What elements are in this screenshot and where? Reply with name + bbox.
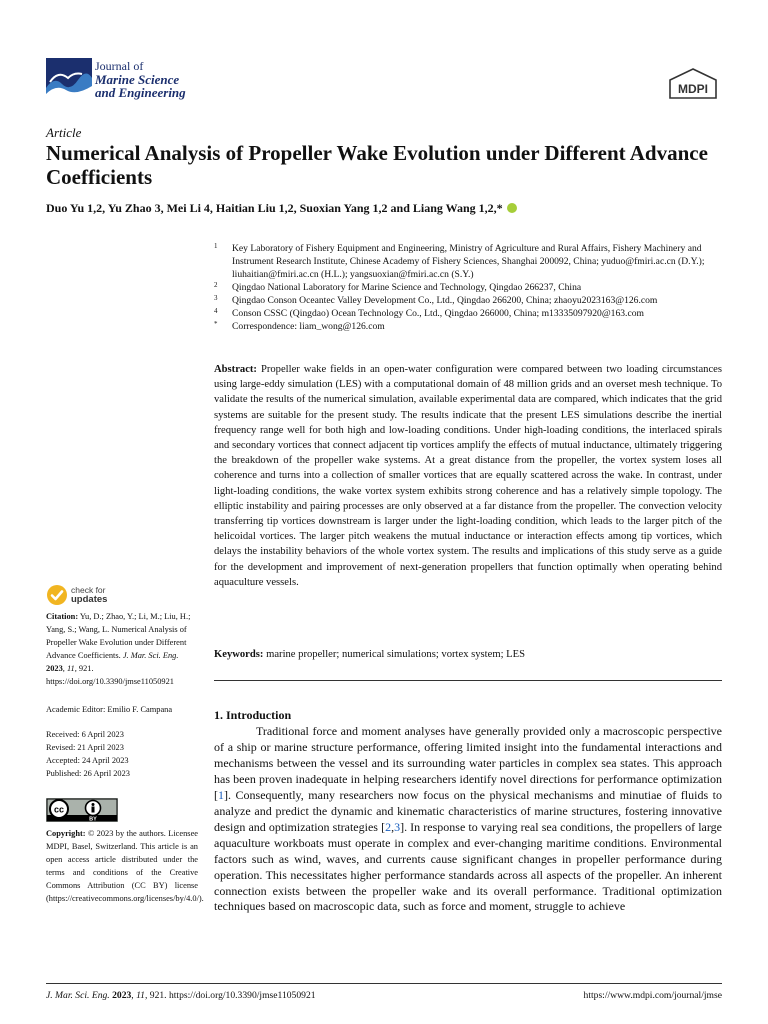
journal-name-line2: Marine Science [95, 72, 180, 87]
article-type: Article [46, 125, 82, 140]
mdpi-logo-icon [666, 68, 720, 102]
cc-by-label: BY [89, 816, 97, 822]
mdpi-logo-text: MDPI [678, 82, 708, 96]
cc-by-license-icon[interactable] [46, 798, 118, 822]
citation-doi-link[interactable]: https://doi.org/10.3390/jmse11050921 [46, 676, 174, 686]
affiliation-item [214, 242, 722, 281]
keywords [214, 647, 722, 662]
footer-volume: 11, [136, 990, 148, 1001]
svg-text:cc: cc [53, 804, 65, 815]
date-accepted: Accepted: 24 April 2023 [46, 755, 129, 765]
affiliation-text: Qingdao National Laboratory for Marine Science and Technology, Qingdao 266237, China [232, 282, 582, 293]
affiliation-text: Correspondence: liam_wong@126.com [232, 321, 385, 332]
footer-journal-url[interactable]: https://www.mdpi.com/journal/jmse [583, 990, 722, 1001]
publication-dates [46, 729, 198, 781]
authors-text: Duo Yu 1,2, Yu Zhao 3, Mei Li 4, Haitian Liu 1,2, Suoxian Yang 1,2 and Liang Wang 1,2,* [46, 201, 503, 215]
citation-year: 2023 [46, 663, 63, 673]
date-revised: Revised: 21 April 2023 [46, 742, 124, 752]
affiliation-number: 1 [214, 242, 218, 250]
citation-block: Citation: Yu, D.; Zhao, Y.; Li, M.; Liu, H.; Yang, S.; Wang, L. Numerical Analysis of Propeller Wake Evolution under Different Advance Coefficients. J. Mar. Sci. Eng. 2023, 11, 921. https://doi.org/10.3390/jmse11050921 [46, 612, 191, 686]
check-label-line1: check for [71, 585, 106, 595]
copyright-block [46, 828, 204, 905]
citation-pages: 921. [78, 663, 94, 673]
affiliation-number: 4 [214, 307, 218, 315]
citation-text: Yu, D.; Zhao, Y.; Li, M.; Liu, H.; Yang, S.; Wang, L. Numerical Analysis of Propeller Wake Evolution under Different Advance Coefficients. [46, 612, 191, 660]
date-published: Published: 26 April 2023 [46, 768, 130, 778]
affiliation-text: Key Laboratory of Fishery Equipment and Engineering, Ministry of Agriculture and Rural Affairs, Fishery Machinery and Instrument Research Institute, Chinese Academy of Fishery Sciences, Shanghai 200092, China; yuduo@fmiri.ac.cn (D.Y.); liuhaitian@fmiri.ac.cn (H.L.); yangsuoxian@fmiri.ac.cn (S.Y.) [232, 243, 705, 280]
affiliation-number: 2 [214, 281, 218, 289]
citation-journal: J. Mar. Sci. Eng. [122, 650, 179, 660]
affiliation-number: * [214, 320, 218, 328]
affiliation-item [214, 320, 722, 333]
affiliation-item [214, 294, 722, 307]
keywords-label: Keywords: [214, 649, 264, 660]
affiliation-number: 3 [214, 294, 218, 302]
footer-journal: J. Mar. Sci. Eng. [46, 990, 110, 1001]
journal-name-line1: Journal of [95, 59, 144, 73]
footer-doi[interactable]: 921. https://doi.org/10.3390/jmse11050921 [149, 990, 316, 1001]
journal-logo-icon [46, 58, 92, 100]
citation-label: Citation: [46, 612, 79, 621]
keywords-text: marine propeller; numerical simulations; vortex system; LES [266, 649, 525, 660]
intro-text-2: ]. Consequently, many researchers now focus on the physical mechanisms and minutiae of fluids to analyze and predict the dynamic and kinematic characteristics of marine structures, fostering innovative design and optimization strategies [ [214, 787, 722, 834]
date-received: Received: 6 April 2023 [46, 730, 124, 739]
reference-separator: , [391, 819, 395, 834]
copyright-label: Copyright: [46, 829, 86, 838]
abstract [214, 362, 722, 590]
affiliation-text: Conson CSSC (Qingdao) Ocean Technology Co., Ltd., Qingdao 266000, China; m13335097920@163.com [232, 308, 644, 319]
section-divider [214, 680, 722, 681]
affiliations [214, 242, 722, 333]
footer-divider [46, 983, 722, 984]
affiliation-item [214, 307, 722, 320]
footer-citation: J. Mar. Sci. Eng. 2023, 11, 921. https://doi.org/10.3390/jmse11050921 [46, 990, 316, 1001]
abstract-text: Propeller wake fields in an open-water configuration were compared between two loading circumstances using large-eddy simulation (LES) with a computational domain of 48 million grids and an overset mesh technique. To validate the results of the numerical simulation, available experimental data are compared, which indicates that the grid systems are suitable for the present study. The results indicate that the present LES simulations describe the inertial frequency range well for both high and low-loading conditions. Under high-loading conditions, the interlaced spirals and secondary vortices that connect adjacent tip vortices amplify the effects of mutual inductance, ultimately triggering the breakdown of the propeller wake systems. At a great distance from the propeller, the vortex system loses all coherence and turns into a collection of smaller vortices that are equally scattered across the wake. In contrast, under light-loading conditions, the wake vortex system exhibits strong coherence and has a relatively simple topology. The elliptic instability and pairing processes are only observed at a far distance from the propeller. The convection velocity transferring tip vortices downstream is larger under the light-loading condition, which leads to the larger pitch of the helicoidal vortices. The larger pitch weakens the mutual inductance or interaction effects among tip vortices, which delays the instability behaviors of the whole vortex system. The results and implications of this study serve as a guide for the development and improvement of next-generation propellers that function optimally when operating behind aquaculture vessels. [214, 364, 722, 588]
affiliation-item [214, 281, 722, 294]
affiliation-text: Qingdao Conson Oceantec Valley Development Co., Ltd., Qingdao 266200, China; zhaoyu2023163@126.com [232, 295, 658, 306]
reference-link-1[interactable]: 1 [218, 787, 224, 802]
journal-name-line3: and Engineering [95, 85, 186, 100]
section-heading-introduction: 1. Introduction [214, 708, 292, 722]
author-list [46, 201, 726, 216]
academic-editor: Academic Editor: Emilio F. Campana [46, 705, 173, 714]
journal-name [95, 60, 186, 99]
intro-text-3: ]. In response to varying real sea conditions, the propellers of large aquaculture workboats must operate in complex and ever-changing maritime conditions. Environmental factors such as wind, waves, and currents cause significant changes in propeller performance during operation. This necessitates higher performance standards across all aspects of the propeller. An inherent connection exists between the propeller wake and its overall performance. Traditional optimization techniques based on macroscopic data, such as force and moment, struggle to achieve [214, 819, 722, 914]
check-for-updates-button[interactable] [46, 584, 166, 608]
intro-text-1: Traditional force and moment analyses have generally provided only a macroscopic perspective of a ship or marine structure performance, offering limited insight into the fundamental interactions and mechanisms between the vessel and its surrounding water particles in complex sea states. This approach has been proven inadequate in helping researchers identify novel directions for performance optimization [ [214, 724, 722, 802]
citation-volume: 11, [66, 663, 77, 673]
article-title: Numerical Analysis of Propeller Wake Evolution under Different Advance Coefficients [46, 141, 708, 189]
copyright-text: © 2023 by the authors. Licensee MDPI, Basel, Switzerland. This article is an open access article distributed under the terms and conditions of the Creative Commons Attribution (CC BY) license (https://creativecommons.org/licenses/by/4.0/). [46, 829, 204, 903]
orcid-icon[interactable] [507, 203, 517, 213]
check-for-updates-icon [46, 584, 68, 606]
introduction-paragraph [214, 724, 722, 915]
abstract-label: Abstract: [214, 364, 257, 375]
check-label-line2: updates [71, 594, 108, 605]
footer-year: 2023 [112, 990, 132, 1001]
reference-link-2[interactable]: 2 [385, 819, 392, 834]
reference-link-3[interactable]: 3 [394, 819, 401, 834]
